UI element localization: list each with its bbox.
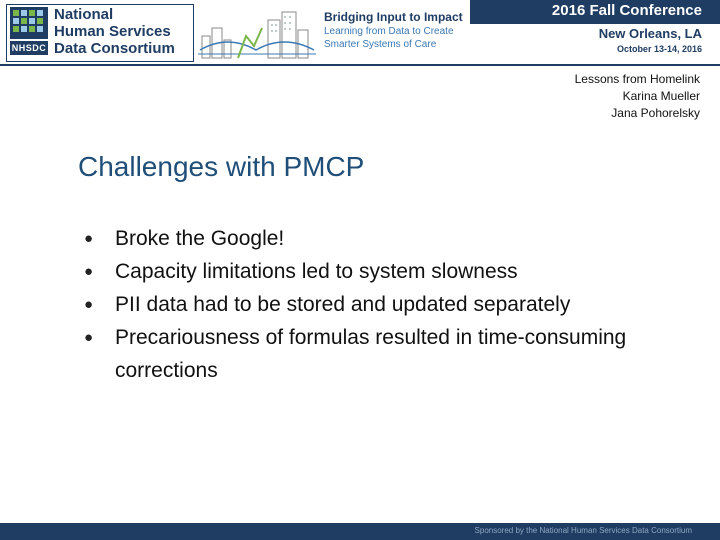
presenter-name: Karina Mueller — [622, 89, 700, 103]
city-skyline-icon — [198, 6, 316, 60]
bullet-dot-icon: ● — [84, 296, 94, 313]
logo-line-2: Human Services — [54, 23, 171, 40]
presentation-topic: Lessons from Homelink — [574, 72, 700, 86]
tagline-title: Bridging Input to Impact — [324, 10, 463, 24]
logo-line-1: National — [54, 6, 114, 23]
slide-title: Challenges with PMCP — [78, 151, 365, 182]
bullet-dot-icon: ● — [84, 263, 94, 280]
bullet-list — [84, 222, 684, 387]
bullet-item — [84, 321, 684, 387]
presenter-name: Jana Pohorelsky — [611, 106, 700, 120]
bullet-text: Broke the Google! — [115, 227, 285, 250]
bullet-text: PII data had to be stored and updated separately — [115, 293, 571, 316]
tagline-subtitle-1: Learning from Data to Create — [324, 26, 454, 37]
bullet-item — [84, 288, 684, 321]
nhsdc-logo-mark-icon — [10, 7, 48, 39]
bullet-item — [84, 255, 684, 288]
bullet-text: Capacity limitations led to system slowness — [115, 260, 518, 283]
logo-abbreviation: NHSDC — [11, 43, 47, 53]
conference-title: 2016 Fall Conference — [551, 2, 702, 19]
tagline-subtitle-2: Smarter Systems of Care — [324, 39, 437, 50]
conference-dates: October 13-14, 2016 — [616, 44, 702, 54]
bullet-dot-icon: ● — [84, 329, 94, 346]
bullet-dot-icon: ● — [84, 230, 94, 247]
footer-sponsor-text: Sponsored by the National Human Services Data Consortium — [474, 526, 692, 535]
conference-city: New Orleans, LA — [598, 26, 702, 41]
bullet-text: Precariousness of formulas resulted in time-consuming corrections — [115, 326, 627, 382]
bullet-item — [84, 222, 684, 255]
logo-line-3: Data Consortium — [54, 40, 175, 57]
